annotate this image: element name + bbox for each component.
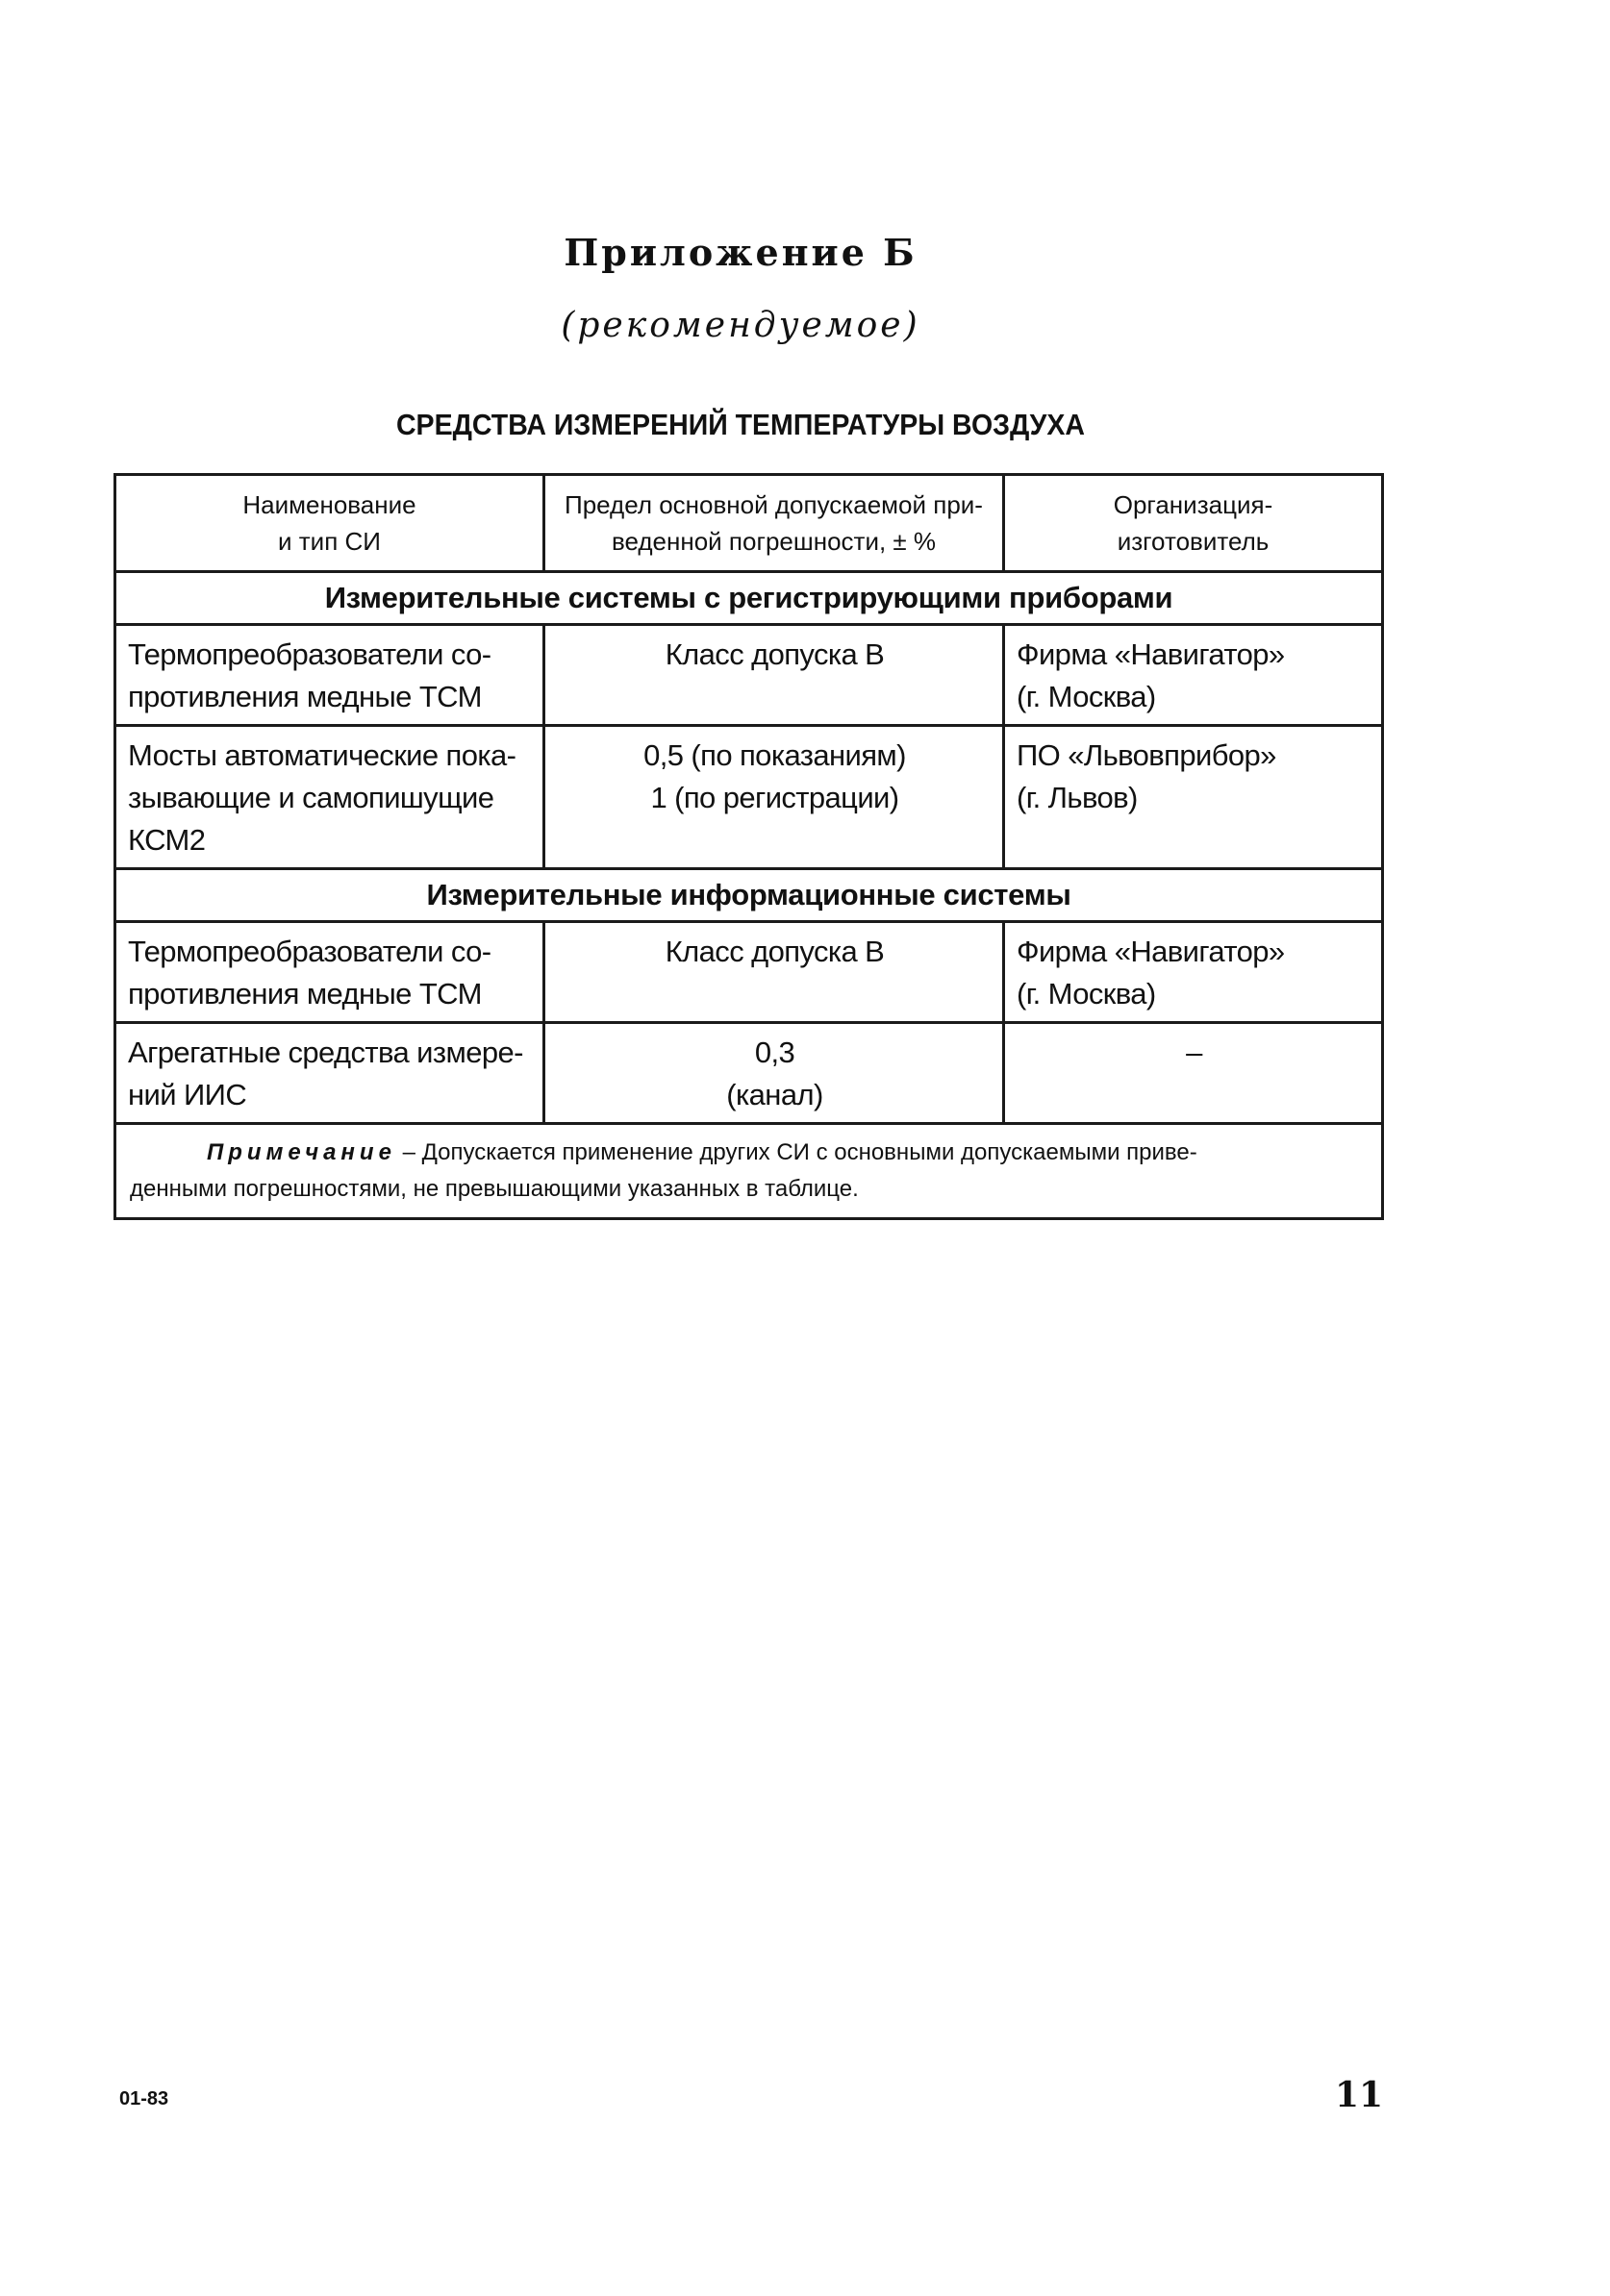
header-error-limit [544,475,1004,572]
cell-name [115,726,544,869]
table-title: СРЕДСТВА ИЗМЕРЕНИЙ ТЕМПЕРАТУРЫ ВОЗДУХА [395,408,1086,441]
section-title: Измерительные информационные системы [115,869,1383,922]
cell-line: (канал) [726,1078,823,1111]
cell-line: Мосты автоматические пока- [128,738,516,772]
header-line: изготовитель [1117,527,1270,556]
cell-org [1004,1023,1383,1124]
cell-line: 0,5 (по показаниям) [643,738,906,772]
table-row [115,625,1383,726]
table-note [115,1124,1383,1219]
page-number: 11 [1335,2075,1384,2115]
footer-code: 01-83 [119,2088,169,2109]
cell-line: Термопреобразователи со- [128,935,491,968]
cell-line: (г. Львов) [1017,781,1138,814]
header-line: Предел основной допускаемой при- [565,490,983,519]
cell-limit [544,625,1004,726]
cell-line: Фирма «Навигатор» [1017,637,1285,671]
appendix-title: Приложение Б [564,231,918,274]
note-text: – Допускается применение других СИ с основными допускаемыми приве- [395,1139,1197,1165]
appendix-subtitle: (рекомендуемое) [561,306,920,345]
header-line: Организация- [1113,490,1273,519]
table-header-row [115,475,1383,572]
cell-line: противления медные ТСМ [128,680,482,713]
cell-line: Класс допуска В [665,637,885,671]
cell-line: зывающие и самопишущие [128,781,494,814]
cell-name [115,922,544,1023]
cell-line: ний ИИС [128,1078,247,1111]
cell-name [115,1023,544,1124]
header-manufacturer [1004,475,1383,572]
cell-line: (г. Москва) [1017,680,1156,713]
cell-org [1004,726,1383,869]
table-row [115,726,1383,869]
header-line: и тип СИ [278,527,381,556]
cell-limit [544,922,1004,1023]
table-row [115,922,1383,1023]
header-line: Наименование [242,490,416,519]
cell-line: (г. Москва) [1017,977,1156,1011]
cell-name [115,625,544,726]
note-row [115,1124,1383,1219]
note-label: Примечание [207,1139,396,1165]
cell-line: ПО «Львовприбор» [1017,738,1276,772]
section-title: Измерительные системы с регистрирующими приборами [115,572,1383,625]
cell-limit [544,726,1004,869]
cell-line: Агрегатные средства измере- [128,1036,523,1069]
cell-line: 1 (по регистрации) [650,781,899,814]
cell-limit [544,1023,1004,1124]
measurement-table [113,473,1384,1220]
note-text-line2: денными погрешностями, не превышающими указанных в таблице. [130,1176,859,1202]
section-row [115,572,1383,625]
table-row [115,1023,1383,1124]
cell-org [1004,922,1383,1023]
cell-line: Фирма «Навигатор» [1017,935,1285,968]
cell-org [1004,625,1383,726]
cell-line: Термопреобразователи со- [128,637,491,671]
header-line: веденной погрешности, ± % [611,527,937,556]
cell-line: Класс допуска В [665,935,885,968]
cell-line: противления медные ТСМ [128,977,482,1011]
cell-line: 0,3 [754,1036,795,1069]
cell-line: КСМ2 [128,823,206,857]
header-name-type [115,475,544,572]
cell-line: – [1186,1036,1202,1069]
section-row [115,869,1383,922]
